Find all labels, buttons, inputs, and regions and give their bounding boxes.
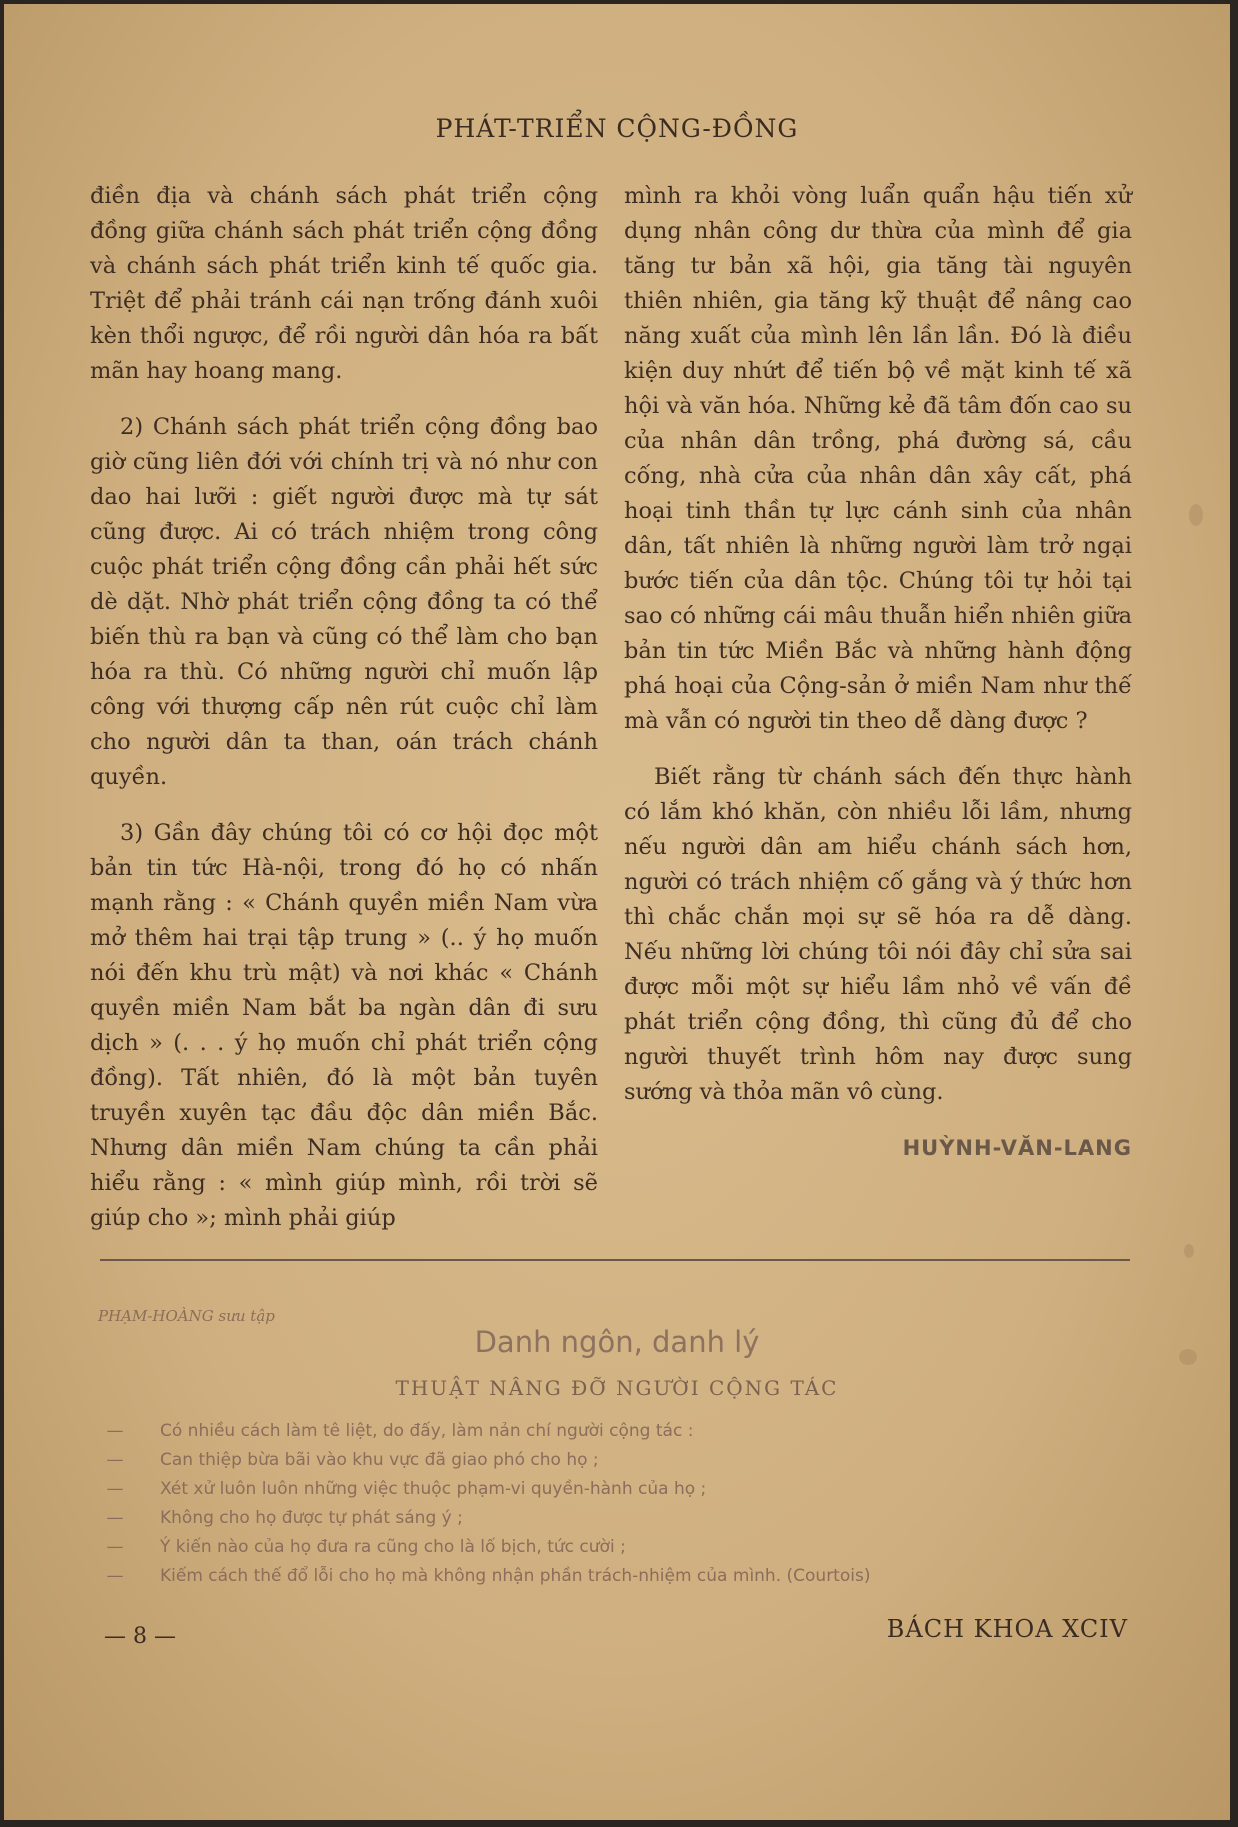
maxims-list (100, 1417, 1140, 1591)
article-right-column (624, 179, 1132, 1166)
quotes-section-subtitle: THUẬT NÂNG ĐỠ NGƯỜI CỘNG TÁC (395, 1376, 839, 1400)
paragraph: mình ra khỏi vòng luẩn quẩn hậu tiến xử dụng nhân công dư thừa của mình để gia tăng tư bản xã hội, gia tăng tài nguyên thiên nhiên, gia tăng kỹ thuật để nâng cao năng xuất của mình lên lần lần. Đó là điều kiện duy nhứt để tiến bộ về mặt kinh tế xã hội và văn hóa. Những kẻ đã tâm đốn cao su của nhân dân trồng, phá đường sá, cầu cống, nhà cửa của nhân dân xây cất, phá hoại tinh thần tự lực cánh sinh của nhân dân, tất nhiên là những người làm trở ngại bước tiến của dân tộc. Chúng tôi tự hỏi tại sao có những cái mâu thuẫn hiển nhiên giữa bản tin tức Miền Bắc và những hành động phá hoại của Cộng-sản ở miền Nam như thế mà vẫn có người tin theo dễ dàng được ? (624, 183, 1132, 734)
list-dash: — (106, 1479, 124, 1499)
maxim-text: Can thiệp bừa bãi vào khu vực đã giao phó cho họ ; (160, 1450, 599, 1470)
magazine-page (4, 4, 1230, 1820)
paragraph: 3) Gần đây chúng tôi có cơ hội đọc một bản tin tức Hà-nội, trong đó họ có nhấn mạnh rằng : « Chánh quyền miền Nam vừa mở thêm hai trại tập trung » (.. ý họ muốn nói đến khu trù mật) và nơi khác « Chánh quyền miền Nam bắt ba ngàn dân đi sưu dịch » (. . . ý họ muốn chỉ phát triển cộng đồng). Tất nhiên, đó là một bản tuyên truyền xuyên tạc đầu độc dân miền Bắc. Nhưng dân miền Nam chúng ta cần phải hiểu rằng : « mình giúp mình, rồi trời sẽ giúp cho »; mình phải giúp (90, 820, 598, 1231)
maxim-text: Ý kiến nào của họ đưa ra cũng cho là lố bịch, tức cười ; (160, 1537, 626, 1557)
quotes-section-title: Danh ngôn, danh lý (474, 1325, 760, 1359)
publication-title: BÁCH KHOA XCIV (886, 1615, 1128, 1643)
page-number: — 8 — (104, 1624, 176, 1649)
list-dash: — (106, 1421, 124, 1441)
section-divider (100, 1259, 1130, 1261)
paragraph: 2) Chánh sách phát triển cộng đồng bao giờ cũng liên đới với chính trị và nó như con dao hai lưỡi : giết người được mà tự sát cũng được. Ai có trách nhiệm trong công cuộc phát triển cộng đồng cần phải hết sức dè dặt. Nhờ phát triển cộng đồng ta có thể biến thù ra bạn và cũng có thể làm cho bạn hóa ra thù. Có những người chỉ muốn lập công với thượng cấp nên rút cuộc chỉ làm cho người dân ta than, oán trách chánh quyền. (90, 414, 598, 790)
running-header: PHÁT-TRIỂN CỘNG-ĐỒNG (435, 114, 799, 143)
author-signature: HUỲNH-VĂN-LANG (902, 1136, 1132, 1160)
list-item (100, 1417, 1140, 1446)
list-dash: — (106, 1508, 124, 1528)
list-item (100, 1504, 1140, 1533)
list-item (100, 1533, 1140, 1562)
paragraph: điền địa và chánh sách phát triển cộng đồng giữa chánh sách phát triển cộng đồng và chánh sách phát triển kinh tế quốc gia. Triệt để phải tránh cái nạn trống đánh xuôi kèn thổi ngược, để rồi người dân hóa ra bất mãn hay hoang mang. (90, 183, 598, 384)
list-dash: — (106, 1450, 124, 1470)
list-dash: — (106, 1566, 124, 1586)
list-item (100, 1475, 1140, 1504)
page-stain (1189, 504, 1203, 526)
list-dash: — (106, 1537, 124, 1557)
list-item (100, 1562, 1140, 1591)
page-stain (1184, 1244, 1194, 1258)
list-item (100, 1446, 1140, 1475)
article-left-column (90, 179, 598, 1257)
maxim-text: Xét xử luôn luôn những việc thuộc phạm-vi quyền-hành của họ ; (160, 1479, 707, 1499)
maxim-text: Có nhiều cách làm tê liệt, do đấy, làm nản chí người cộng tác : (160, 1421, 694, 1441)
maxim-text: Không cho họ được tự phát sáng ý ; (160, 1508, 463, 1528)
paragraph: Biết rằng từ chánh sách đến thực hành có lắm khó khăn, còn nhiều lỗi lầm, nhưng nếu người dân am hiểu chánh sách hơn, người có trách nhiệm cố gắng và ý thức hơn thì chắc chắn mọi sự sẽ hóa ra dễ dàng. Nếu những lời chúng tôi nói đây chỉ sửa sai được mỗi một sự hiểu lầm nhỏ về vấn đề phát triển cộng đồng, thì cũng đủ để cho người thuyết trình hôm nay được sung sướng và thỏa mãn vô cùng. (624, 764, 1132, 1105)
maxim-text: Kiếm cách thế đổ lỗi cho họ mà không nhận phần trách-nhiệm của mình. (Courtois) (160, 1566, 871, 1586)
compiler-credit: PHẠM-HOÀNG sưu tập (98, 1307, 275, 1325)
